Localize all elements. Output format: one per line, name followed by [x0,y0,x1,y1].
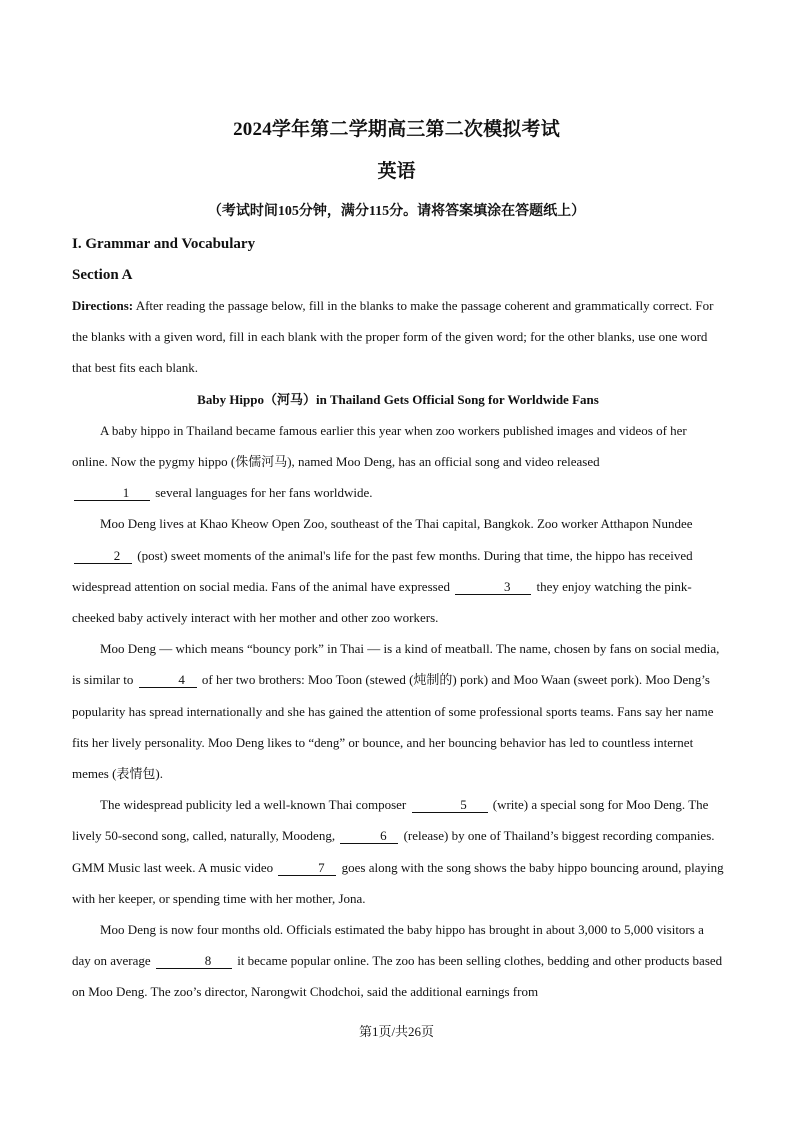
blank-3[interactable]: 3 [455,580,531,595]
passage-title: Baby Hippo（河马）in Thailand Gets Official Song for Worldwide Fans [197,391,599,407]
blank-5[interactable]: 5 [412,798,488,813]
paragraph-text: Moo Deng — which means “bouncy pork” in Thai — is a kind of meatball. The name, chosen by fans on social media, is similar to [72,641,720,688]
paragraph-text: they enjoy watching the pink-cheeked baby actively interact with her mother and other zoo workers. [72,578,692,626]
passage-paragraph-2 [72,508,724,633]
blank-8[interactable]: 8 [156,954,232,969]
paragraph-text: several languages for her fans worldwide. [155,485,373,501]
blank-4[interactable]: 4 [139,673,197,688]
paragraph-text: Moo Deng lives at Khao Kheow Open Zoo, southeast of the Thai capital, Bangkok. Zoo worker Atthapon Nundee [100,516,693,532]
paragraph-text: A baby hippo in Thailand became famous earlier this year when zoo workers published images and videos of her online. Now the pygmy hippo (侏儒河马), named Moo Deng, has an official song and video released [72,422,687,470]
passage-paragraph-5 [72,914,724,1008]
blank-7[interactable]: 7 [278,861,336,876]
passage-paragraph-3 [72,633,724,789]
directions-label: Directions: [72,298,134,313]
paragraph-text: goes along with the song shows the baby hippo bouncing around, playing with her keeper, or spending time with her mother, Jona. [72,859,724,906]
part-heading: I. Grammar and Vocabulary [72,236,256,252]
paragraph-text: (write) a special song for Moo Deng. The lively 50-second song, called, naturally, Moodeng, [72,797,709,844]
exam-title: 2024学年第二学期高三第二次模拟考试 [233,119,560,140]
paragraph-text: it became popular online. The zoo has been selling clothes, bedding and other products based on Moo Deng. The zoo’s director, Narongwit Chodchoi, said the additional earnings from [72,953,723,1000]
passage-paragraph-4 [72,789,724,914]
directions-text: After reading the passage below, fill in the blanks to make the passage coherent and grammatically correct. For the blanks with a given word, fill in each blank with the proper form of the given word; for the other blanks, use one word that best fits each blank. [72,298,714,376]
paragraph-text: of her two brothers: Moo Toon (stewed (炖制的) pork) and Moo Waan (sweet pork). Moo Deng’s popularity has spread internationally and she has gained the attention of some professional sports teams. Fans say her name fits her lively personality. Moo Deng likes to “deng” or bounce, and her bouncing behavior has led to countless internet memes (表情包). [72,672,714,782]
page-number: 第1页/共26页 [358,1024,435,1039]
exam-info: （考试时间105分钟，满分115分。请将答案填涂在答题纸上） [207,204,586,219]
paragraph-text: (post) sweet moments of the animal's life for the past few months. During that time, the hippo has received widespread attention on social media. Fans of the animal have expressed [72,547,693,594]
exam-subject: 英语 [377,161,416,182]
paragraph-text: The widespread publicity led a well-known Thai composer [100,797,407,813]
paragraph-text: (release) by one of Thailand’s biggest recording companies. GMM Music last week. A music video [72,828,715,875]
paragraph-text: Moo Deng is now four months old. Officials estimated the baby hippo has brought in about 3,000 to 5,000 visitors a day on average [72,922,704,969]
blank-1[interactable]: 1 [74,486,150,501]
blank-2[interactable]: 2 [74,549,132,564]
passage-paragraph-1 [72,415,724,509]
section-heading: Section A [72,267,133,283]
directions [72,290,724,384]
exam-body [72,290,724,1008]
blank-6[interactable]: 6 [340,829,398,844]
